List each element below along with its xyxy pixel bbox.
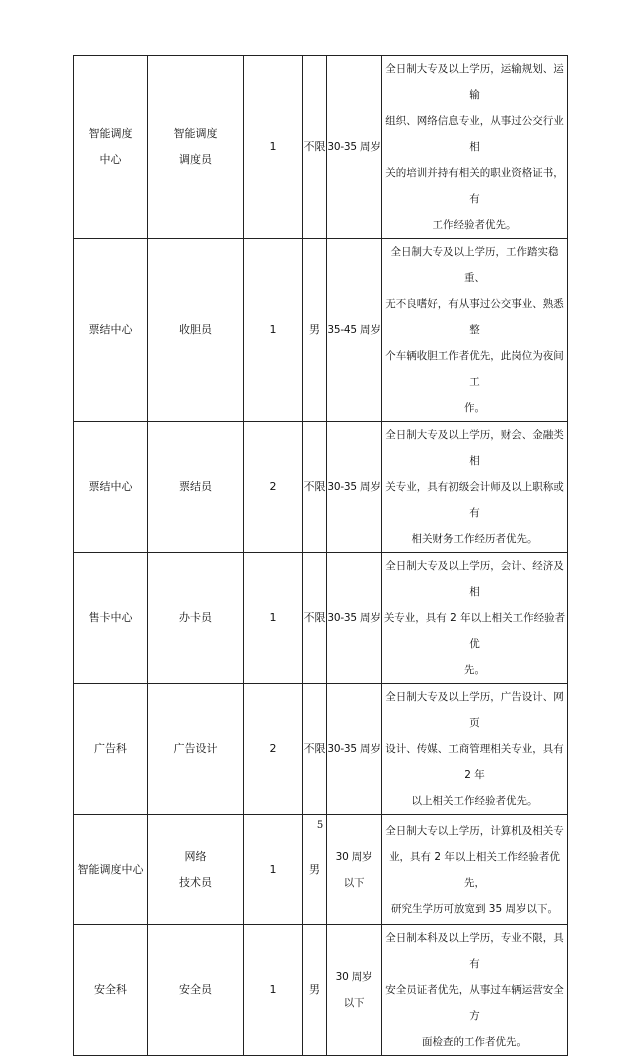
age-cell [327,553,382,684]
page-number: 5 [316,820,324,831]
position-cell [148,815,244,925]
requirement-line: 工作经验者优先。 [432,219,517,231]
requirements-cell [382,422,568,553]
gender-cell: 不限 [303,553,327,684]
requirement-line: 研究生学历可放宽到 35 周岁以下。 [390,902,559,915]
position-line: 票结员 [179,480,212,493]
requirements-cell [382,239,568,422]
department-line: 安全科 [94,983,127,996]
requirements-cell [382,925,568,1056]
requirement-line: 面检查的工作者优先。 [422,1036,527,1048]
position-cell [148,684,244,815]
headcount-cell: 1 [244,239,303,422]
age-cell [327,422,382,553]
age-cell [327,239,382,422]
department-cell [74,422,148,553]
department-line: 票结中心 [88,480,133,493]
department-line: 智能调度 [88,127,133,140]
table-row [74,684,568,815]
position-line: 广告设计 [173,742,218,755]
department-cell [74,56,148,239]
position-line: 智能调度 [173,127,218,140]
age-line: 以下 [343,876,365,889]
department-cell [74,684,148,815]
table-row [74,239,568,422]
headcount-cell: 1 [244,553,303,684]
age-line: 30-35 周岁 [327,481,381,493]
gender-cell: 男 [303,925,327,1056]
requirement-line: 以上相关工作经验者优先。 [411,795,538,807]
requirement-line: 全日制大专及以上学历，会计、经济及相 [385,560,564,598]
age-cell [327,815,382,925]
age-cell [327,684,382,815]
table-row [74,815,568,925]
position-line: 收胆员 [179,323,212,336]
headcount-cell: 1 [244,925,303,1056]
requirement-line: 全日制大专及以上学历，工作踏实稳重、 [390,246,559,284]
job-requirements-table [73,55,568,1056]
position-line: 调度员 [179,153,212,166]
requirement-line: 全日制本科及以上学历，专业不限，具有 [385,932,564,970]
requirement-line: 安全员证者优先，从事过车辆运营安全方 [385,984,564,1022]
requirement-line: 组织、网络信息专业，从事过公交行业相 [385,115,564,153]
age-cell [327,56,382,239]
gender-cell: 不限 [303,56,327,239]
headcount-cell: 2 [244,422,303,553]
table-row [74,422,568,553]
gender-cell: 不限 [303,422,327,553]
table-row [74,56,568,239]
requirement-line: 设计、传媒、工商管理相关专业，具有 2 年 [385,743,564,781]
position-line: 技术员 [179,875,212,889]
age-cell [327,925,382,1056]
age-line: 30 周岁 [335,971,373,983]
gender-cell: 不限 [303,684,327,815]
requirement-line: 相关财务工作经历者优先。 [411,533,538,545]
requirements-cell [382,815,568,925]
age-line: 30-35 周岁 [327,743,381,755]
requirements-cell [382,56,568,239]
department-line: 广告科 [94,742,127,755]
headcount-cell: 2 [244,684,303,815]
position-line: 安全员 [179,983,212,996]
requirements-cell [382,684,568,815]
requirement-line: 关专业，具有初级会计师及以上职称或有 [385,481,564,519]
requirement-line: 业，具有 2 年以上相关工作经验者优先， [389,850,560,889]
requirements-cell [382,553,568,684]
position-cell [148,422,244,553]
position-cell [148,239,244,422]
department-line: 票结中心 [88,323,133,336]
requirement-line: 全日制大专及以上学历，广告设计、网页 [385,691,564,729]
age-line: 30-35 周岁 [327,141,381,153]
requirement-line: 先。 [464,664,485,676]
department-line: 智能调度中心 [77,862,144,876]
requirement-line: 个车辆收胆工作者优先，此岗位为夜间工 [385,350,564,388]
table-row [74,925,568,1056]
department-cell [74,553,148,684]
gender-cell: 男 [303,815,327,925]
position-cell [148,56,244,239]
requirement-line: 关的培训并持有相关的职业资格证书，有 [385,167,564,205]
requirement-line: 无不良嗜好，有从事过公交事业、熟悉整 [385,298,564,336]
requirement-line: 全日制大专及以上学历，运输规划、运输 [385,63,564,101]
requirement-line: 作。 [464,402,485,414]
department-cell [74,925,148,1056]
age-line: 30 周岁 [335,850,373,863]
requirement-line: 关专业，具有 2 年以上相关工作经验者优 [383,612,566,650]
headcount-cell: 1 [244,815,303,925]
table-row [74,553,568,684]
age-line: 30-35 周岁 [327,612,381,624]
position-cell [148,925,244,1056]
position-cell [148,553,244,684]
department-line: 中心 [99,153,122,166]
gender-cell: 男 [303,239,327,422]
department-cell [74,815,148,925]
age-line: 以下 [343,997,365,1009]
position-line: 网络 [184,849,207,863]
department-cell [74,239,148,422]
requirement-line: 全日制大专以上学历，计算机及相关专 [385,824,564,837]
position-line: 办卡员 [179,611,212,624]
department-line: 售卡中心 [88,611,133,624]
requirement-line: 全日制大专及以上学历，财会、金融类相 [385,429,564,467]
headcount-cell: 1 [244,56,303,239]
age-line: 35-45 周岁 [327,324,381,336]
